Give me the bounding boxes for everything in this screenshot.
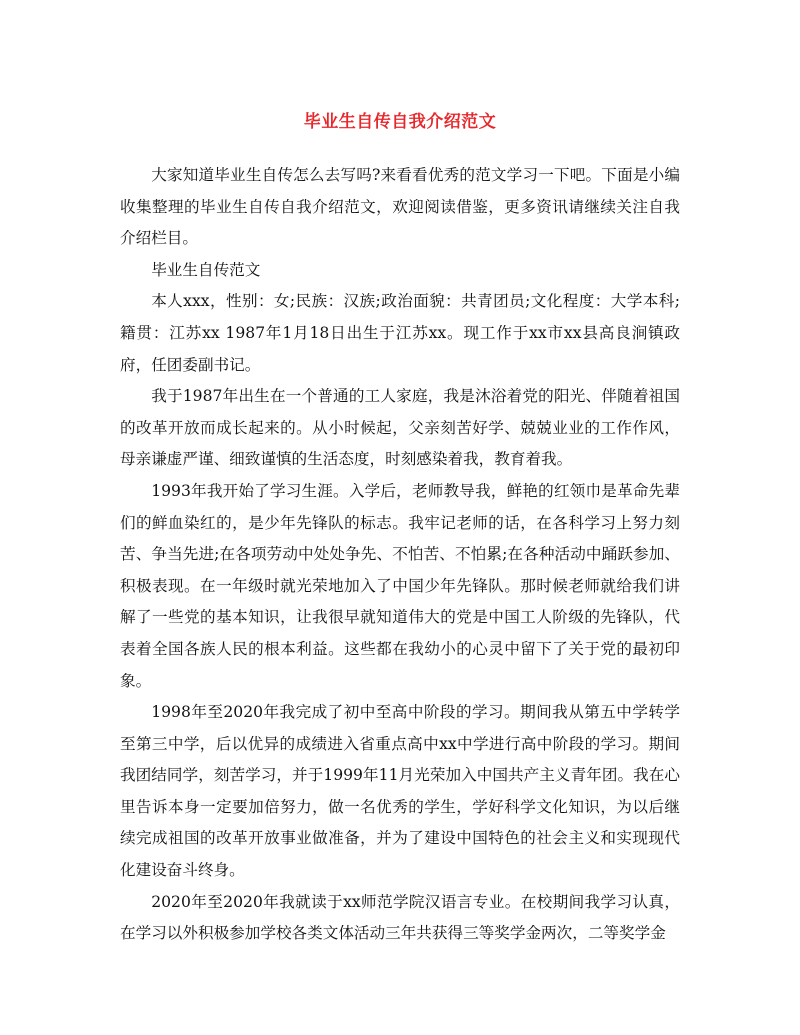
- intro-paragraph: 大家知道毕业生自传怎么去写吗?来看看优秀的范文学习一下吧。下面是小编收集整理的毕业生自传自我介绍范文，欢迎阅读借鉴，更多资讯请继续关注自我介绍栏目。: [120, 166, 680, 248]
- secondary-school-paragraph: 1998年至2020年我完成了初中至高中阶段的学习。期间我从第五中学转学至第三中学，后以优异的成绩进入省重点高中xx中学进行高中阶段的学习。期间我团结同学，刻苦学习，并于1999年11月光荣加入中国共产主义青年团。我在心里告诉本身一定要加倍努力，做一名优秀的学生，学好科学文化知识，为以后继续完成祖国的改革开放事业做准备，并为了建设中国特色的社会主义和实现现代化建设奋斗终身。: [120, 703, 680, 880]
- section-heading: 毕业生自传范文: [151, 260, 261, 279]
- college-paragraph: 2020年至2020年我就读于xx师范学院汉语言专业。在校期间我学习认真，在学习以外积极参加学校各类文体活动三年共获得三等奖学金两次，二等奖学金: [120, 892, 680, 943]
- personal-info-paragraph: 本人xxx，性别：女;民族：汉族;政治面貌：共青团员;文化程度：大学本科;籍贯：江苏xx 1987年1月18日出生于江苏xx。现工作于xx市xx县高良涧镇政府，任团委副书记。: [120, 292, 680, 374]
- primary-school-paragraph: 1993年我开始了学习生涯。入学后，老师教导我，鲜艳的红领巾是革命先辈们的鲜血染红的，是少年先锋队的标志。我牢记老师的话，在各科学习上努力刻苦、争当先进;在各项劳动中处处争先、不怕苦、不怕累;在各种活动中踊跃参加、积极表现。在一年级时就光荣地加入了中国少年先锋队。那时候老师就给我们讲解了一些党的基本知识，让我很早就知道伟大的党是中国工人阶级的先锋队，代表着全国各族人民的根本利益。这些都在我幼小的心灵中留下了关于党的最初印象。: [120, 481, 680, 690]
- page-title: 毕业生自传自我介绍范文: [303, 112, 497, 132]
- document-body: [120, 160, 680, 950]
- family-paragraph: 我于1987年出生在一个普通的工人家庭，我是沐浴着党的阳光、伴随着祖国的改革开放而成长起来的。从小时候起，父亲刻苦好学、兢兢业业的工作作风，母亲谦虚严谨、细致谨慎的生活态度，时刻感染着我，教育着我。: [120, 387, 680, 469]
